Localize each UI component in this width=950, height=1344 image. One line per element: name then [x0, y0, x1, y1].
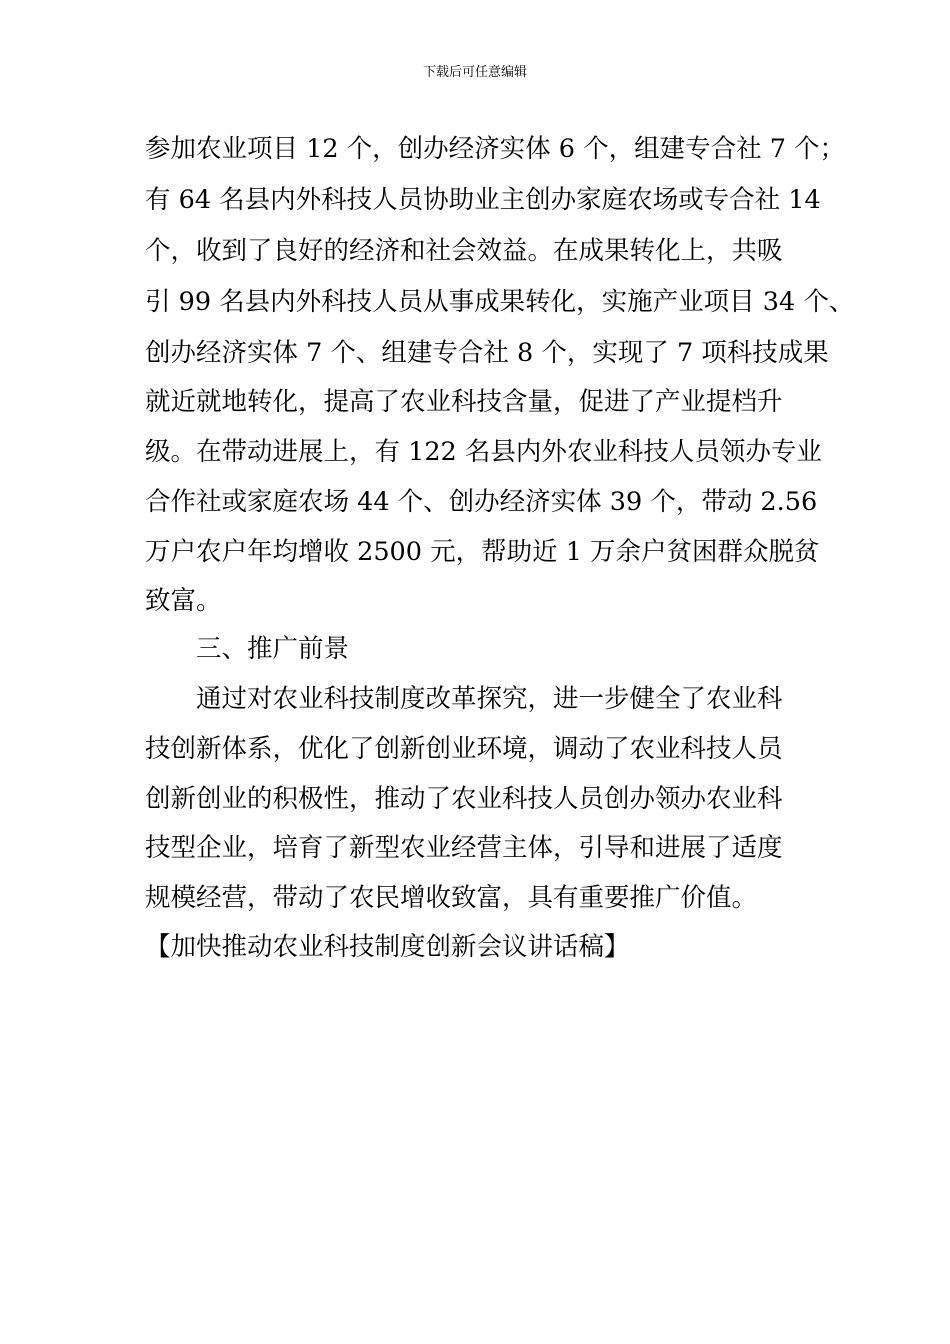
section-line: 规模经营，带动了农民增收致富，具有重要推广价值。: [145, 883, 758, 913]
section-line: 技创新体系，优化了创新创业环境，调动了农业科技人员: [145, 734, 783, 764]
body-line: 万户农户年均增收 2500 元，帮助近 1 万余户贫困群众脱贫: [145, 537, 820, 567]
section-line: 技型企业，培育了新型农业经营主体，引导和进展了适度: [145, 833, 783, 863]
body-line: 级。在带动进展上，有 122 名县内外农业科技人员领办专业: [145, 437, 822, 467]
page-header: 下载后可任意编辑: [422, 65, 527, 80]
section-line: 创新创业的积极性，推动了农业科技人员创办领办农业科: [145, 784, 783, 814]
body-line: 有 64 名县内外科技人员协助业主创办家庭农场或专合社 14: [145, 185, 821, 215]
body-line: 个，收到了良好的经济和社会效益。在成果转化上，共吸: [145, 236, 783, 266]
closing-title: 【加快推动农业科技制度创新会议讲话稿】: [145, 932, 630, 962]
body-line: 致富。: [145, 586, 222, 616]
section-line: 通过对农业科技制度改革探究，进一步健全了农业科: [196, 684, 783, 714]
body-line: 参加农业项目 12 个，创办经济实体 6 个，组建专合社 7 个；: [145, 134, 846, 164]
body-line: 合作社或家庭农场 44 个、创办经济实体 39 个，带动 2.56: [145, 487, 818, 517]
body-line: 就近就地转化，提高了农业科技含量，促进了产业提档升: [145, 387, 783, 417]
body-line: 创办经济实体 7 个、组建专合社 8 个，实现了 7 项科技成果: [145, 338, 829, 368]
section-heading: 三、推广前景: [196, 634, 350, 664]
body-line: 引 99 名县内外科技人员从事成果转化，实施产业项目 34 个、: [145, 287, 855, 317]
